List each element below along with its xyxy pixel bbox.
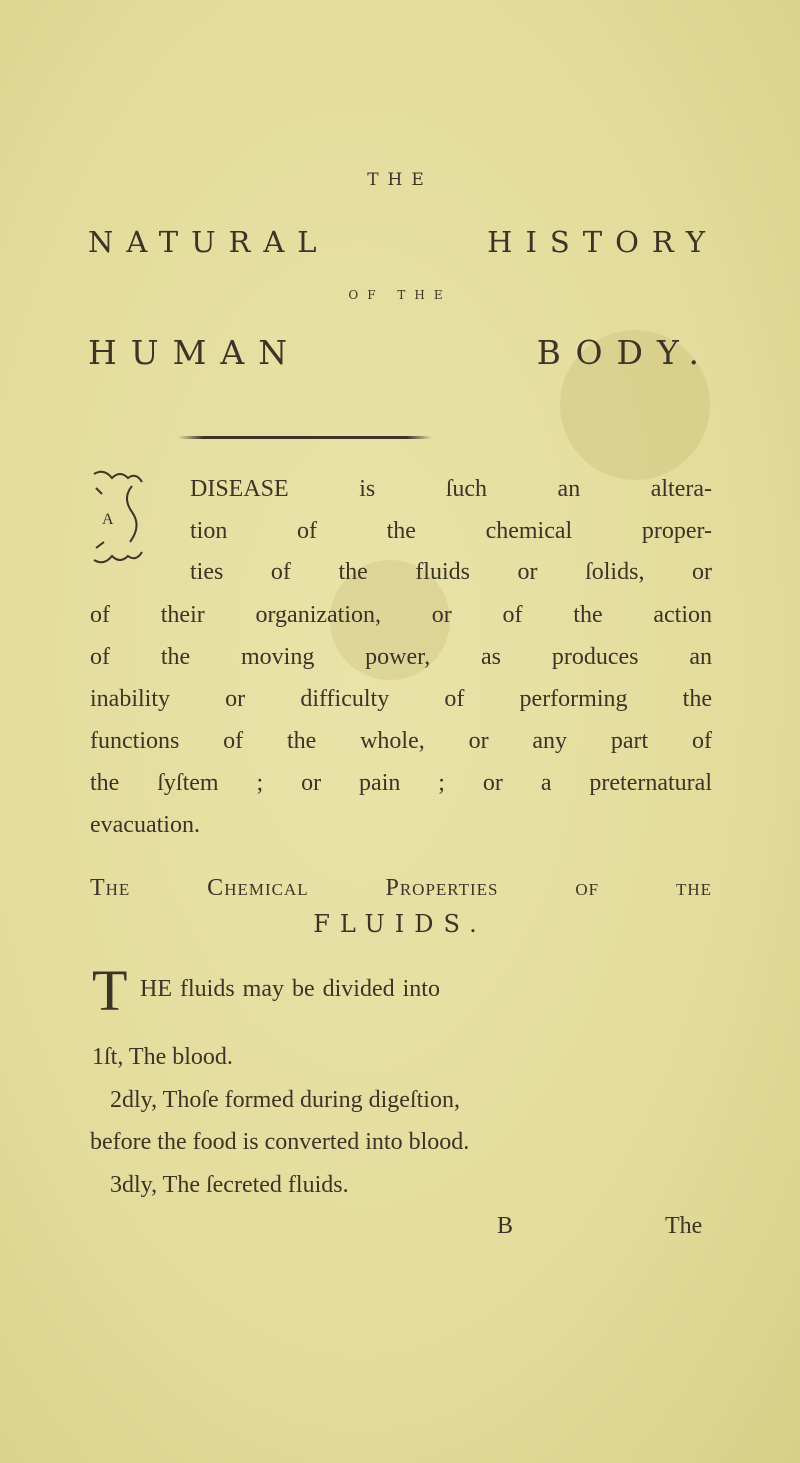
signature-mark: B xyxy=(497,1213,514,1239)
drop-cap: T xyxy=(92,958,128,1023)
ornamental-initial xyxy=(90,468,146,566)
title-natural-history: NATURAL HISTORY xyxy=(88,225,718,259)
list-item: 2dly, Thoſe formed during digeſtion, xyxy=(110,1087,460,1113)
paragraph-line: inability or difficulty of performing the xyxy=(90,686,712,712)
paragraph-line: tion of the chemical proper- xyxy=(190,518,712,544)
ornament-icon xyxy=(90,468,146,566)
list-item: before the food is converted into blood. xyxy=(90,1129,470,1155)
section-intro: HE fluids may be divided into xyxy=(140,976,440,1002)
list-item: 1ſt, The blood. xyxy=(92,1044,233,1070)
paragraph-line: evacuation. xyxy=(90,812,200,838)
section-heading: The Chemical Properties of the xyxy=(90,875,712,901)
paragraph-line: ties of the fluids or ſolids, or xyxy=(190,559,712,585)
paragraph-line: functions of the whole, or any part of xyxy=(90,728,712,754)
list-item: 3dly, The ſecreted fluids. xyxy=(110,1172,349,1198)
title-of-the: OF THE xyxy=(348,288,452,302)
catchword: The xyxy=(665,1213,703,1239)
paragraph-line: the ſyſtem ; or pain ; or a preternatural xyxy=(90,770,712,796)
title-human-body: HUMAN BODY. xyxy=(88,333,713,372)
section-heading-fluids: FLUIDS. xyxy=(313,910,487,938)
ornament-letter: A xyxy=(102,511,114,528)
paragraph-line: of the moving power, as produces an xyxy=(90,644,712,670)
divider-rule xyxy=(178,436,432,439)
paragraph-line: of their organization, or of the action xyxy=(90,602,712,628)
title-the: THE xyxy=(367,170,433,190)
paragraph-line: DISEASE is ſuch an altera- xyxy=(190,476,712,502)
